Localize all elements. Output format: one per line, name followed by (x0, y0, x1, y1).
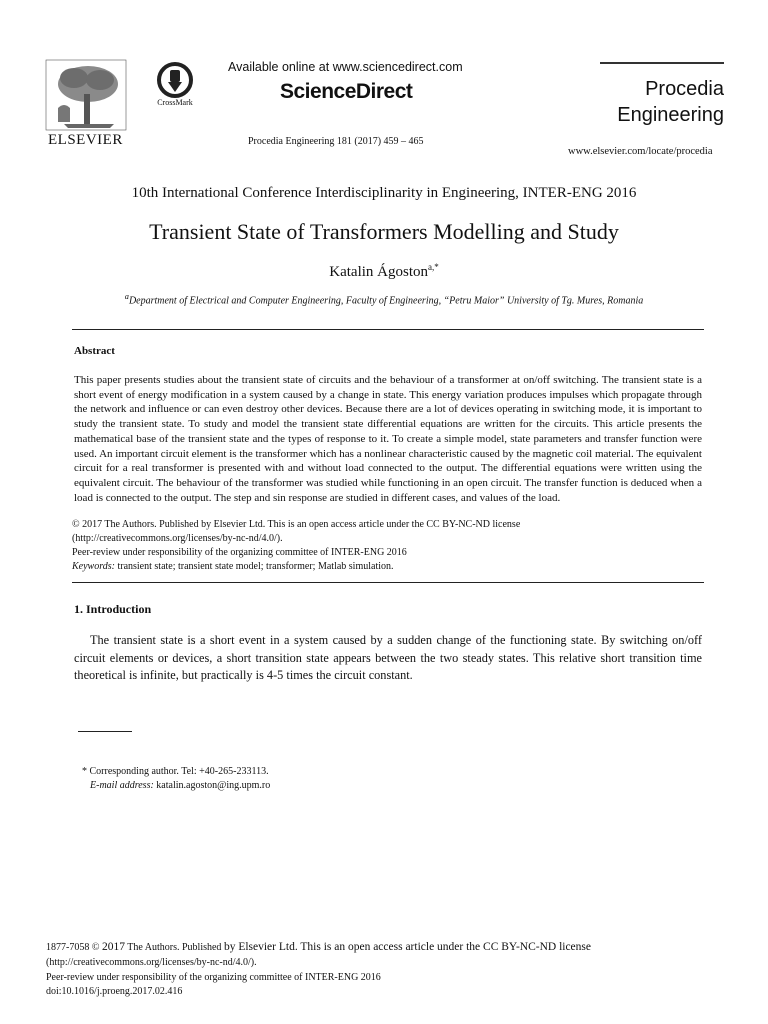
section-heading: 1. Introduction (74, 602, 152, 616)
footer-published-a: The Authors. Published (127, 942, 222, 953)
keywords-line (72, 560, 712, 573)
journal-name-line1: Procedia (645, 78, 724, 100)
abstract-heading: Abstract (74, 345, 115, 357)
footer-published-b: by Elsevier Ltd. This is an open access article under the CC BY-NC-ND license (223, 941, 591, 953)
abstract-text: This paper presents studies about the transient state of circuits and the behaviour of a transformer at on/off switching. The transient state is a short event of energy modification in a system caused by a change in state. This energy variation produces impulses which propagate through the network and influence or can even destroy other devices. Because there are a lot of devices operating in switching mode, it is important to study the transient state. To study and model the transient state differential equations are written for the circuits. This article presents the mathematical base of the transient state and the types of response to it. To create a simple model, state parameters and transfer function were used. An important circuit element is the transformer which has a nonlinear characteristic caused by the magnetic coil material. The equivalent circuit for a real transformer is presented with and without load connected to the output. The differential equations were written using the equivalent circuit. The behaviour of the transformer was studied while functioning in an open circuit. The transfer function is deduced when a load is connected to the output. The step and sin response are studied in different cases, and values of the load. (74, 374, 702, 504)
license-link[interactable]: (http://creativecommons.org/licenses/by-nc-nd/4.0/). (72, 533, 283, 544)
author-sup: a,* (428, 262, 439, 272)
journal-name-line2: Engineering (617, 104, 724, 126)
footer-year: 2017 (101, 941, 125, 953)
footer-peer-review: Peer-review under responsibility of the organizing committee of INTER-ENG 2016 (46, 972, 381, 983)
corresponding-author: * Corresponding author. Tel: +40-265-233113. (82, 766, 269, 777)
email-line (90, 780, 270, 791)
keywords-text: transient state; transient state model; transformer; Matlab simulation. (117, 561, 394, 572)
sciencedirect-logo-text: ScienceDirect (280, 80, 413, 103)
affiliation-sup: a (124, 292, 129, 301)
affiliation (0, 292, 768, 306)
footer-license-link[interactable]: (http://creativecommons.org/licenses/by-nc-nd/4.0/). (46, 957, 257, 968)
available-online-text[interactable]: Available online at www.sciencedirect.com (228, 60, 463, 74)
footer-doi[interactable]: doi:10.1016/j.proeng.2017.02.416 (46, 986, 183, 997)
author-name: Katalin Ágoston (329, 264, 428, 280)
journal-name (600, 62, 724, 128)
top-divider (72, 329, 704, 330)
footer-license-line (46, 941, 726, 954)
crossmark-label: CrossMark (157, 98, 193, 107)
publisher-name: ELSEVIER (48, 132, 123, 148)
paper-title: Transient State of Transformers Modelling and Study (149, 219, 619, 244)
keywords-label: Keywords: (72, 561, 115, 572)
author-line (0, 262, 768, 281)
conference-name: 10th International Conference Interdisciplinarity in Engineering, INTER-ENG 2016 (131, 185, 637, 201)
footer-issn: 1877-7058 © (46, 942, 100, 953)
journal-url[interactable]: www.elsevier.com/locate/procedia (568, 146, 713, 157)
abstract-divider (72, 582, 704, 583)
email-address[interactable]: katalin.agoston@ing.upm.ro (156, 780, 271, 791)
copyright-line: © 2017 The Authors. Published by Elsevier Ltd. This is an open access article under the CC BY-NC-ND license (72, 519, 521, 530)
crossmark-icon[interactable] (155, 62, 195, 98)
peer-review-line: Peer-review under responsibility of the organizing committee of INTER-ENG 2016 (72, 547, 407, 558)
affiliation-text: Department of Electrical and Computer Engineering, Faculty of Engineering, “Petru Maior” University of Tg. Mures, Romania (128, 295, 644, 307)
introduction-text: The transient state is a short event in a system caused by a sudden change of the functioning state. By switching on/off circuit elements or devices, a short transition state appears between the two steady states. This relative short transition time theoretical is infinite, but practically is 4-5 times the circuit constant. (74, 633, 702, 682)
journal-reference: Procedia Engineering 181 (2017) 459 – 465 (248, 136, 424, 147)
footnote-divider (78, 731, 132, 732)
email-label: E-mail address: (90, 780, 154, 791)
